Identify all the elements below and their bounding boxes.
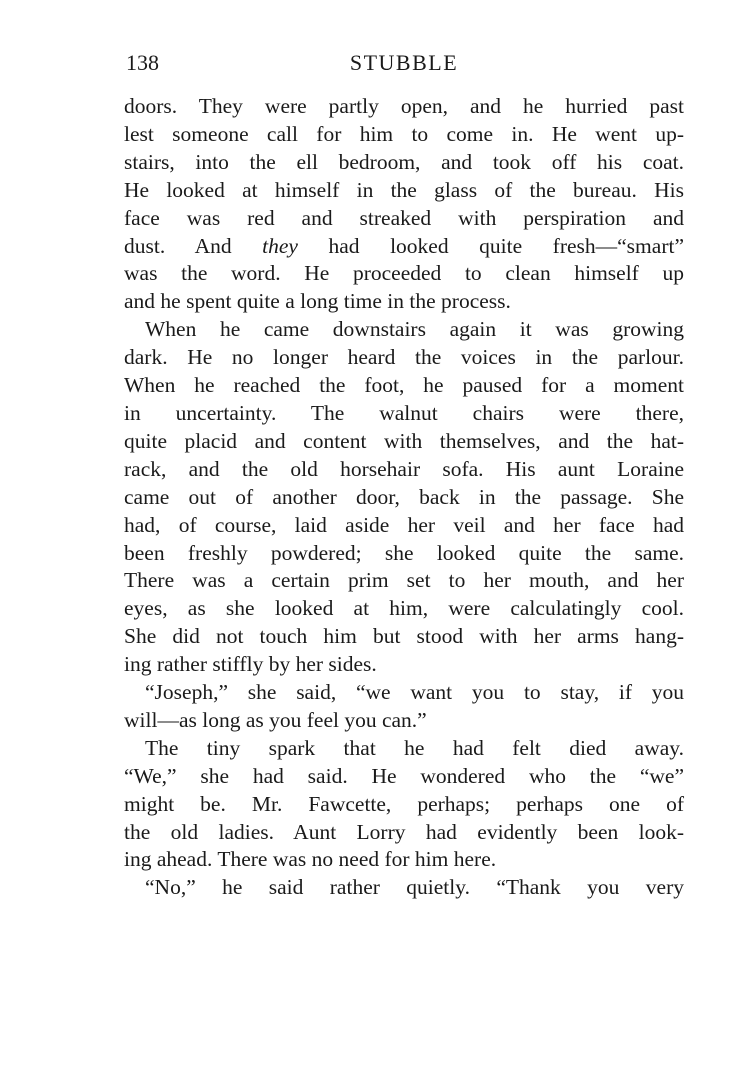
text-line: The tiny spark that he had felt died away. <box>145 735 684 760</box>
text-line: ing ahead. There was no need for him here. <box>124 847 497 872</box>
running-head: STUBBLE <box>349 50 459 75</box>
page-number: 138 <box>126 50 159 75</box>
text-line: There was a certain prim set to her mouth, and her <box>124 568 684 593</box>
body-text <box>124 93 684 902</box>
text-line: came out of another door, back in the passage. She <box>124 484 684 509</box>
text-line: face was red and streaked with perspiration and <box>124 205 684 230</box>
text-line: dark. He no longer heard the voices in the parlour. <box>124 345 684 370</box>
text-line: lest someone call for him to come in. He went up- <box>124 121 684 146</box>
text-line: ing rather stiffly by her sides. <box>124 652 377 677</box>
page-header <box>124 50 684 80</box>
text-line: been freshly powdered; she looked quite the same. <box>124 540 684 565</box>
italic-word: they <box>262 233 298 258</box>
text-line <box>124 233 684 261</box>
text-line: When he came downstairs again it was growing <box>145 317 684 342</box>
text-line: in uncertainty. The walnut chairs were there, <box>124 400 684 425</box>
text-line: doors. They were partly open, and he hurried past <box>124 94 684 118</box>
text-line: the old ladies. Aunt Lorry had evidently been look- <box>124 819 684 844</box>
text-segment: dust. And <box>124 233 263 258</box>
text-line: She did not touch him but stood with her arms hang- <box>124 624 684 649</box>
text-line: When he reached the foot, he paused for a moment <box>124 373 684 398</box>
text-line: He looked at himself in the glass of the bureau. His <box>124 177 684 202</box>
text-line: was the word. He proceeded to clean himself up <box>124 261 684 286</box>
text-line: rack, and the old horsehair sofa. His aunt Loraine <box>124 456 684 481</box>
text-line: “Joseph,” she said, “we want you to stay, if you <box>145 680 684 705</box>
text-line: and he spent quite a long time in the process. <box>124 289 511 314</box>
text-line: eyes, as she looked at him, were calculatingly cool. <box>124 596 684 621</box>
book-page <box>124 50 684 902</box>
text-line: “We,” she had said. He wondered who the “we” <box>124 763 684 788</box>
text-line: quite placid and content with themselves, and the hat- <box>124 428 684 453</box>
text-line: “No,” he said rather quietly. “Thank you very <box>145 875 684 900</box>
text-line: might be. Mr. Fawcette, perhaps; perhaps one of <box>124 791 684 816</box>
text-segment: had looked quite fresh—“smart” <box>297 233 684 258</box>
text-line: stairs, into the ell bedroom, and took off his coat. <box>124 149 684 174</box>
text-line: had, of course, laid aside her veil and her face had <box>124 512 684 537</box>
text-line: will—as long as you feel you can.” <box>124 707 427 732</box>
